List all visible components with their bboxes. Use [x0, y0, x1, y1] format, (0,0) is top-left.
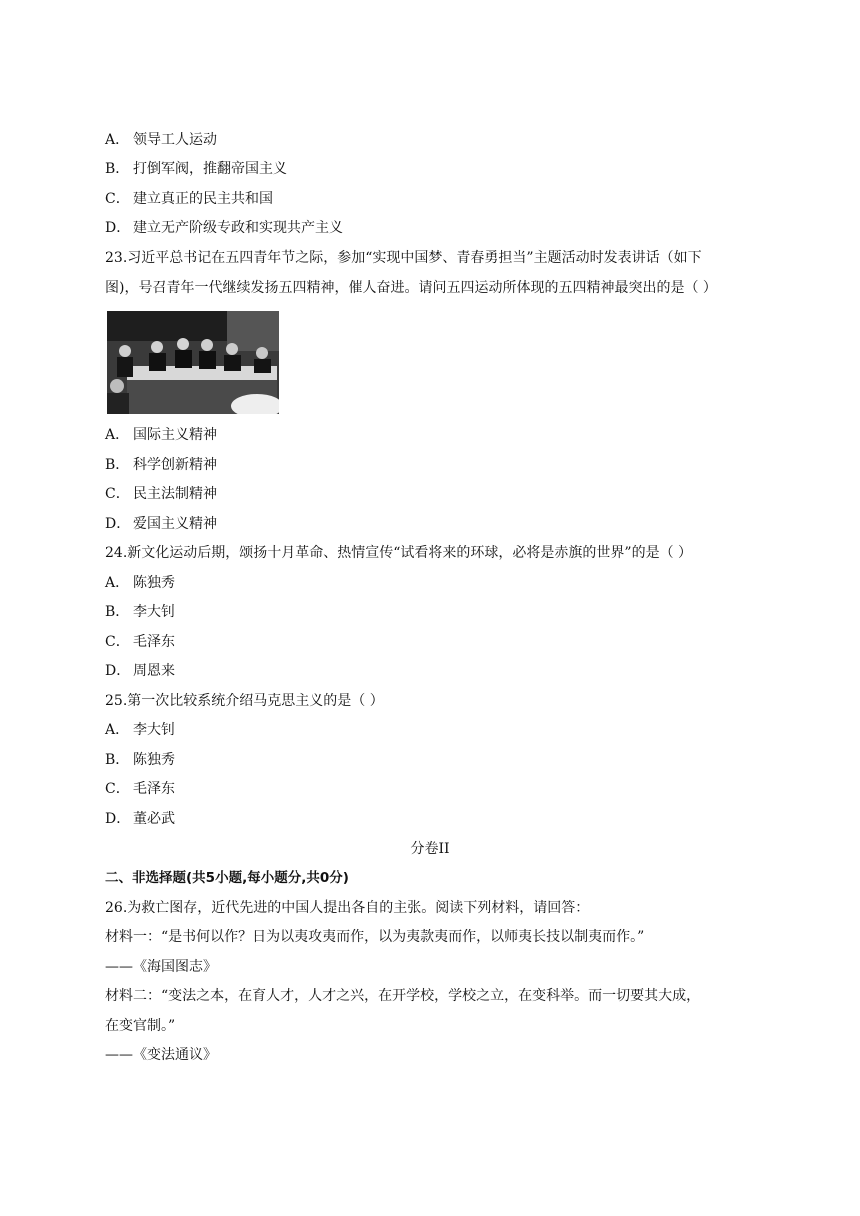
q23-option-c[interactable]: C． 民主法制精神 — [105, 486, 217, 502]
q22-option-a[interactable]: A． 领导工人运动 — [105, 132, 217, 148]
q25-option-b[interactable]: B． 陈独秀 — [105, 752, 175, 768]
q23-option-a[interactable]: A． 国际主义精神 — [105, 427, 217, 443]
q25-option-a[interactable]: A． 李大钊 — [105, 722, 175, 738]
q24-option-b[interactable]: B． 李大钊 — [105, 604, 175, 620]
q25-option-d[interactable]: D． 董必武 — [105, 811, 175, 827]
q22-option-c[interactable]: C． 建立真正的民主共和国 — [105, 191, 273, 207]
q22-option-b[interactable]: B． 打倒军阀，推翻帝国主义 — [105, 161, 287, 177]
q24-stem: 24.新文化运动后期，颂扬十月革命、热情宣传“试看将来的环球，必将是赤旗的世界”的是（ ） — [105, 545, 693, 561]
q24-option-c[interactable]: C． 毛泽东 — [105, 634, 175, 650]
q23-option-d[interactable]: D． 爱国主义精神 — [105, 516, 217, 532]
q26-stem: 26.为救亡图存，近代先进的中国人提出各自的主张。阅读下列材料，请回答： — [105, 900, 590, 916]
section-heading: 二、非选择题(共5小题,每小题分,共0分) — [105, 870, 349, 886]
meeting-photo-image — [107, 311, 279, 414]
q22-option-d[interactable]: D． 建立无产阶级专政和实现共产主义 — [105, 220, 343, 236]
q25-option-c[interactable]: C． 毛泽东 — [105, 781, 175, 797]
q26-material1: 材料一：“是书何以作？日为以夷攻夷而作，以为夷款夷而作，以师夷长技以制夷而作。” — [105, 929, 645, 945]
q25-stem: 25.第一次比较系统介绍马克思主义的是（ ） — [105, 693, 384, 709]
q24-option-d[interactable]: D． 周恩来 — [105, 663, 175, 679]
section-title: 分卷II — [410, 841, 450, 857]
q26-source2: ——《变法通议》 — [105, 1047, 217, 1063]
q26-material2-line2: 在变官制。” — [105, 1018, 176, 1034]
q23-option-b[interactable]: B． 科学创新精神 — [105, 457, 217, 473]
q26-source1: ——《海国图志》 — [105, 959, 217, 975]
q23-photo — [107, 311, 279, 414]
q24-option-a[interactable]: A． 陈独秀 — [105, 575, 175, 591]
q23-stem-line2: 图)，号召青年一代继续发扬五四精神，催人奋进。请问五四运动所体现的五四精神最突出的是（ ） — [105, 280, 717, 296]
q26-material2-line1: 材料二：“变法之本，在育人才，人才之兴，在开学校，学校之立，在变科举。而一切要其大成， — [105, 988, 701, 1004]
q23-stem-line1: 23.习近平总书记在五四青年节之际，参加“实现中国梦、青春勇担当”主题活动时发表讲话（如下 — [105, 250, 702, 266]
